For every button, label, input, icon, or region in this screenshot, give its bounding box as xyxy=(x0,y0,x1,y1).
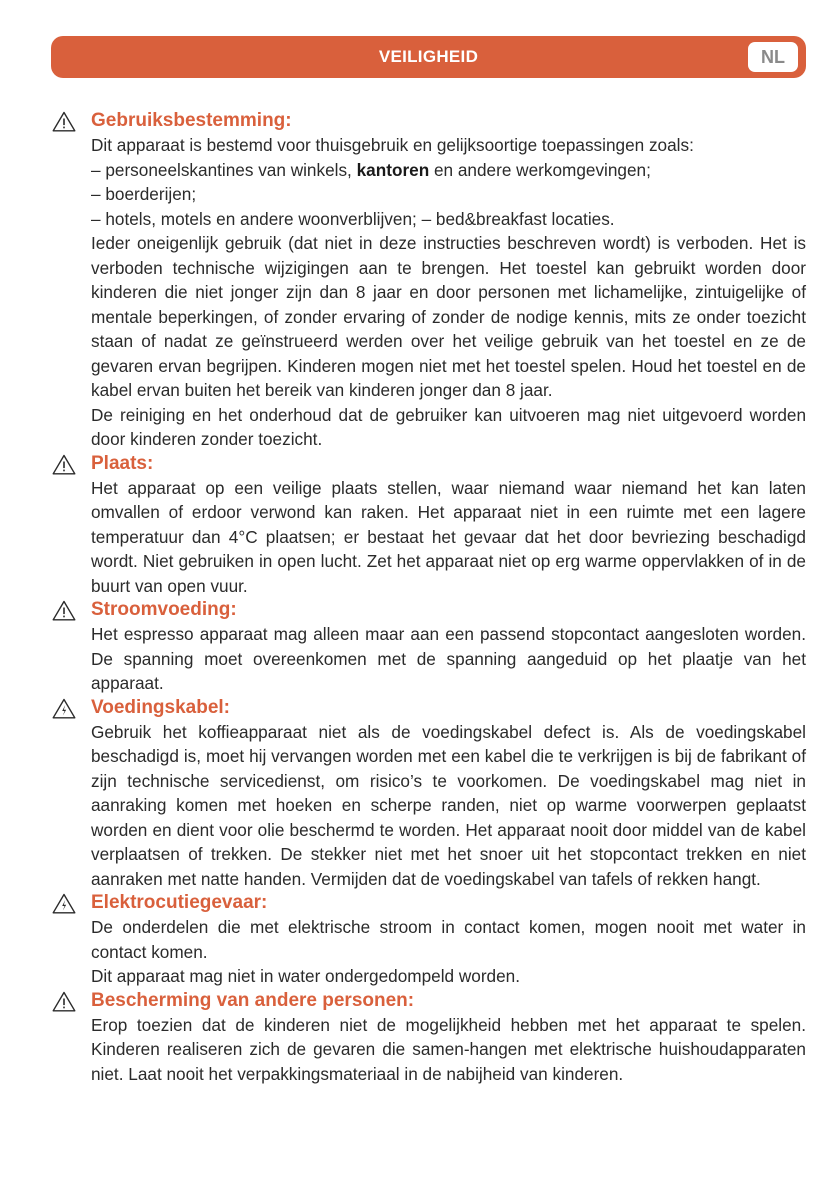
usage-paragraph: De reiniging en het onderhoud dat de gebruiker kan uitvoeren mag niet uitgevoerd worden door kinderen zonder toezicht. xyxy=(91,404,806,449)
section-header-bar xyxy=(51,36,806,78)
section-title: Voedingskabel: xyxy=(91,696,231,718)
power-paragraph: Het espresso apparaat mag alleen maar aan een passend stopcontact aangesloten worden. De spanning moet overeenkomen met de spanning aangeduid op het plaatje van het apparaat. xyxy=(91,624,806,693)
electric-hazard-icon xyxy=(52,698,76,719)
electrocution-paragraph: De onderdelen die met elektrische stroom in contact komen, mogen nooit met water in contact komen. xyxy=(91,917,806,962)
safety-content xyxy=(52,109,806,1086)
warning-icon xyxy=(52,111,76,132)
usage-list-item: – boerderijen; xyxy=(91,184,197,204)
usage-item1-after: en andere werkomgevingen; xyxy=(429,159,651,180)
warning-icon xyxy=(52,991,76,1012)
usage-list-item: – hotels, motels en andere woonverblijven; – bed&breakfast locaties. xyxy=(91,208,615,229)
usage-paragraph: Ieder oneigenlijk gebruik (dat niet in deze instructies beschreven wordt) is verboden. Het is verboden technische wijzigingen aan te brengen. Het toestel kan gebruikt worden door kinderen die niet jonger zijn dan 8 jaar en door personen met lichamelijke, zintuigelijke of mentale beperkingen, of zonder ervaring of zonder de nodige kennis, mits ze onder toezicht staan of nadat ze geïnstrueerd werden over het veilige gebruik van het toestel en ze de gevaren ervan begrijpen. Kinderen mogen niet met het toestel spelen. Houd het toestel en de kabel ervan buiten het bereik van kinderen jonger dan 8 jaar. xyxy=(91,233,806,400)
electric-hazard-icon xyxy=(52,893,76,914)
usage-item1-bold: kantoren xyxy=(356,159,430,180)
language-badge: NL xyxy=(748,42,798,72)
section-title: Stroomvoeding: xyxy=(91,599,237,620)
warning-icon xyxy=(52,454,76,475)
section-place xyxy=(52,452,806,599)
cable-paragraph: Gebruik het koffieapparaat niet als de voedingskabel defect is. Als de voedingskabel beschadigd is, moet hij vervangen worden met een kabel die te verkrijgen is bij de fabrikant of zijn technische servicedienst, om risico’s te voorkomen. De voedingskabel mag niet in aanraking komen met hoeken en scherpe randen, niet op warme voorwerpen geplaatst worden en dient voor olie beschermd te worden. Het apparaat nooit door middel van de kabel verplaatsen of trekken. De stekker niet met het snoer uit het stopcontact trekken en niet aanraken met natte handen. Vermijden dat de voedingskabel van tafels of rekken hangt. xyxy=(91,721,806,889)
section-power xyxy=(52,598,806,696)
usage-list-item xyxy=(91,158,806,183)
section-usage xyxy=(52,109,806,452)
protection-paragraph: Erop toezien dat de kinderen niet de mogelijkheid hebben met het apparaat te spelen. Kinderen realiseren zich de gevaren die samen-hangen met elektrische huishoudapparaten niet. Laat nooit het verpakkingsmateriaal in de nabijheid van kinderen. xyxy=(91,1014,806,1084)
section-protection xyxy=(52,989,806,1087)
place-paragraph: Het apparaat op een veilige plaats stellen, waar niemand waar niemand het kan laten omvallen of erdoor verwond kan raken. Het apparaat niet in een ruimte met een lagere temperatuur dan 4°C plaatsen; er bestaat het gevaar dat het door bevriezing beschadigd wordt. Niet gebruiken in open lucht. Zet het apparaat niet op erg warme oppervlakken of in de buurt van open vuur. xyxy=(91,477,806,596)
electrocution-paragraph: Dit apparaat mag niet in water ondergedompeld worden. xyxy=(91,966,520,986)
page-title: VEILIGHEID xyxy=(378,47,479,66)
warning-icon xyxy=(52,600,76,621)
section-title: Plaats: xyxy=(91,452,154,474)
section-cable xyxy=(52,696,806,892)
section-electrocution xyxy=(52,891,806,989)
section-title: Gebruiksbestemming: xyxy=(91,110,292,131)
section-title: Elektrocutiegevaar: xyxy=(91,892,268,913)
usage-item1-before: – personeelskantines van winkels, xyxy=(91,159,357,180)
usage-intro: Dit apparaat is bestemd voor thuisgebruik en gelijksoortige toepassingen zoals: xyxy=(91,135,694,155)
section-title: Bescherming van andere personen: xyxy=(91,989,415,1011)
